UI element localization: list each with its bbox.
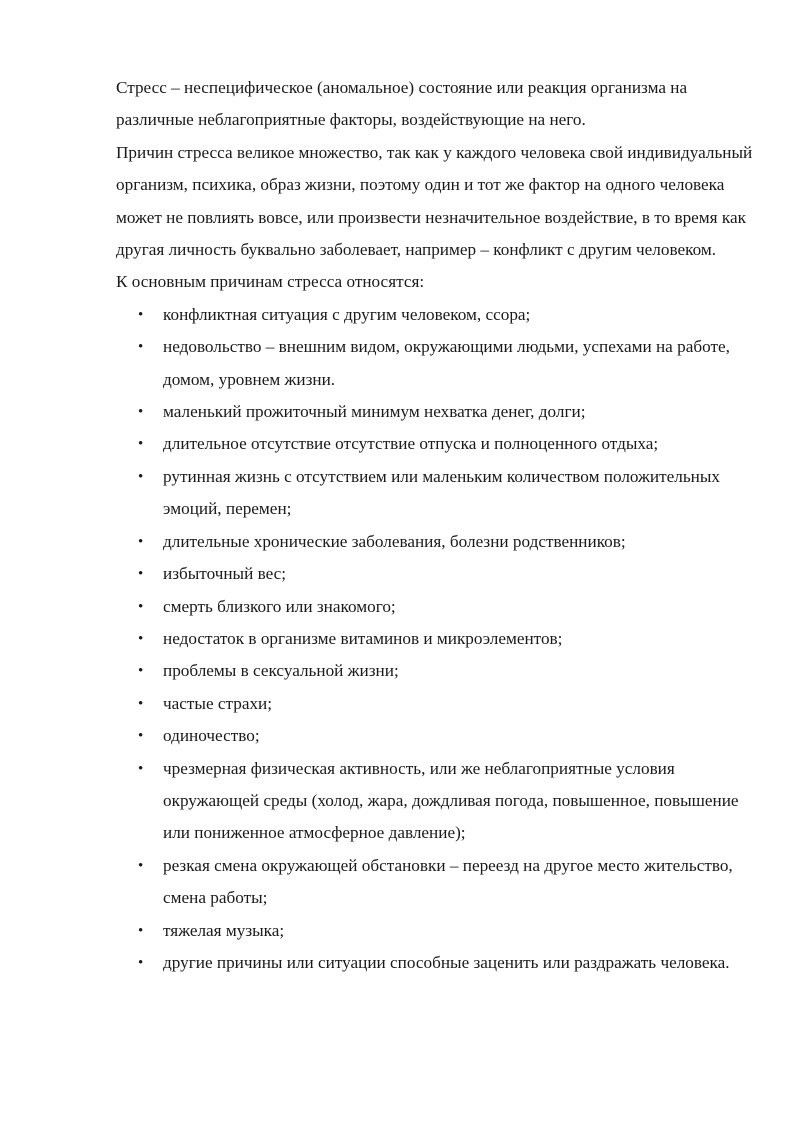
bullet-icon: • (138, 663, 144, 680)
list-item (116, 947, 756, 979)
list-item (116, 299, 756, 331)
bullet-icon: • (138, 566, 144, 583)
list-item (116, 753, 756, 850)
causes-list (116, 299, 756, 980)
bullet-icon: • (138, 306, 144, 323)
paragraph-definition: Стресс – неспецифическое (аномальное) состояние или реакция организма на различные неблагоприятные факторы, воздействующие на него. (116, 78, 688, 130)
list-item (116, 720, 756, 752)
bullet-icon: • (138, 857, 144, 874)
list-item (116, 428, 756, 460)
list-item (116, 850, 756, 915)
paragraph-causes-intro: Причин стресса великое множество, так как у каждого человека свой индивидуальный организм, психика, образ жизни, поэтому один и тот же фактор на одного человека может не повлиять вовсе, или произвести незначительное воздействие, в то время как другая личность буквально заболевает, например – конфликт с другим человеком. (116, 142, 753, 260)
list-item (116, 331, 756, 396)
list-item (116, 526, 756, 558)
list-item (116, 655, 756, 687)
list-item-text: чрезмерная физическая активность, или же неблагоприятные условия окружающей среды (холод, жара, дождливая погода, повышенное, повышение или пониженное атмосферное давление); (163, 758, 739, 843)
list-item (116, 461, 756, 526)
list-item-text: длительное отсутствие отсутствие отпуска и полноценного отдыха; (163, 434, 659, 454)
list-item-text: проблемы в сексуальной жизни; (163, 661, 399, 681)
list-item (116, 591, 756, 623)
list-item-text: смерть близкого или знакомого; (163, 596, 396, 616)
list-item-text: недовольство – внешним видом, окружающими людьми, успехами на работе, домом, уровнем жизни. (163, 337, 730, 389)
list-item (116, 688, 756, 720)
bullet-icon: • (138, 760, 144, 777)
bullet-icon: • (138, 533, 144, 550)
list-item-text: резкая смена окружающей обстановки – переезд на другое место жительство, смена работы; (163, 855, 733, 908)
bullet-icon: • (138, 598, 144, 615)
list-item-text: рутинная жизнь с отсутствием или маленьким количеством положительных эмоций, перемен; (163, 466, 721, 519)
paragraph-list-heading: К основным причинам стресса относятся: (116, 272, 425, 292)
list-item (116, 396, 756, 428)
list-item-text: другие причины или ситуации способные заценить или раздражать человека. (163, 952, 730, 972)
list-item-text: длительные хронические заболевания, болезни родственников; (163, 531, 626, 551)
bullet-icon: • (138, 404, 144, 421)
bullet-icon: • (138, 695, 144, 712)
bullet-icon: • (138, 954, 144, 971)
list-item-text: маленький прожиточный минимум нехватка денег, долги; (163, 402, 586, 422)
bullet-icon: • (138, 630, 144, 647)
list-item (116, 558, 756, 590)
bullet-icon: • (138, 728, 144, 745)
list-item-text: частые страхи; (163, 693, 273, 713)
list-item (116, 623, 756, 655)
list-item-text: избыточный вес; (163, 564, 287, 584)
bullet-icon: • (138, 339, 144, 356)
bullet-icon: • (138, 468, 144, 485)
document-page (116, 72, 756, 979)
list-item-text: конфликтная ситуация с другим человеком, ссора; (163, 304, 531, 324)
list-item-text: недостаток в организме витаминов и микроэлементов; (163, 628, 563, 648)
bullet-icon: • (138, 436, 144, 453)
list-item (116, 915, 756, 947)
list-item-text: тяжелая музыка; (163, 920, 285, 940)
bullet-icon: • (138, 922, 144, 939)
list-item-text: одиночество; (163, 726, 260, 746)
